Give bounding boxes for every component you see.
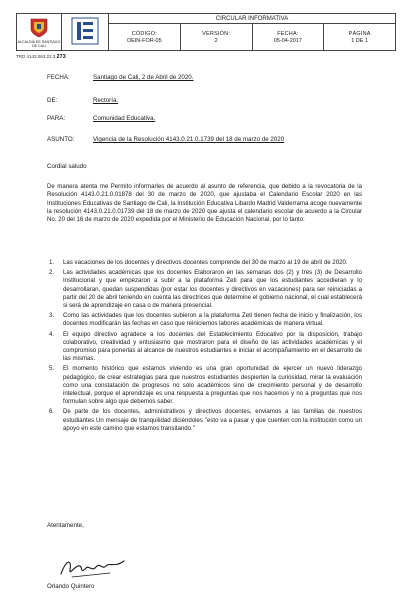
trd-number: 273 (56, 54, 66, 60)
alcaldia-shield-icon (28, 18, 50, 38)
list-item-number: 3. (49, 312, 55, 320)
list-item-text: De parte de los docentes, administrativos y directivos docentes, enviamos a las familias de nuestros estudiantes Un mensaje de tranquilidad diciéndoles "esto va a pasar y que cuenten con la institución como un apoyo en este camino que estamos transitando." (63, 408, 362, 432)
field-label-fecha: FECHA: (47, 74, 70, 81)
version-cell (180, 24, 252, 51)
list-item (47, 408, 362, 433)
intro-paragraph: De manera atenta me Permito informarles de acuerdo al asunto de referencia, que debido a la revocatoria de la Resolución 4143.0.21.0.01878 del 30 de marzo de 2020, que ajustaba el Calendario Escolar 2020 en las Instituciones Educativas de Santiago de Cali, la Institución Educativa Libardo Madrid Valderrama acoge nuevamente la resolución 4143.0.21.0.01739 del 18 de marzo de 2020 que ajusta el calendario escolar de acuerdo a la Circular No. 20 del 16 de marzo de 2020 expedida por el Ministerio de Educación Nacional, por lo tanto: (47, 183, 362, 224)
list-item (47, 331, 362, 364)
list-item-text: Las vacaciones de los docentes y directivos docentes comprende del 30 de marzo al 19 de abril de 2020. (63, 259, 348, 266)
school-logo-cell (62, 14, 109, 51)
alcaldia-logo-cell (17, 14, 62, 51)
closing-text: Atentamente, (47, 522, 84, 529)
list-item (47, 269, 362, 310)
trd-code: TRD 4143.063.22.3 (16, 54, 56, 59)
field-label-de: DE: (47, 97, 58, 104)
field-label-para: PARA: (47, 115, 66, 122)
field-value-fecha: Santiago de Cali, 2 de Abril de 2020. (93, 74, 194, 81)
logo-caption: ALCALDÍA DE SANTIAGO DE CALI (17, 39, 61, 48)
codigo-label: CÓDIGO: (131, 30, 157, 37)
list-item (47, 365, 362, 406)
signer-name: Orlando Quintero (47, 583, 95, 590)
list-item-text: El equipo directivo agradece a los docentes del Establecimiento Educativo por la disposición, trabajo colaborativo, creatividad y entusiasmo que mostraron para el diseño de las actividades académicas y el compromiso para ponerlas al alcance de nuestros estudiantes e iniciar el acompañamiento en el desarrollo de las mismas. (63, 330, 362, 363)
list-item (47, 312, 362, 328)
field-value-para: Comunidad Educativa. (93, 115, 156, 122)
version-label: VERSIÓN: (202, 30, 231, 37)
list-item-number: 2. (49, 269, 55, 277)
field-label-asunto: ASUNTO: (47, 136, 75, 143)
codigo-cell (109, 24, 181, 51)
document-title: CIRCULAR INFORMATIVA (109, 14, 396, 24)
school-logo-icon (70, 16, 100, 46)
list-item-text: El momento histórico que estamos viviendo es una gran oportunidad de ejercer un nuevo liderazgo pedagógico, de crear estrategias para que nuestros estudiantes despierten la curiosidad, mirar la evaluación como una constatación de progresos no sólo académicos sino de crecimiento personal y de desarrollo intelectual, porque el aprendizaje es una respuesta a preguntas que nos hacemos y no a preguntas que nos formulan sobre algo que debemos saber. (63, 365, 362, 406)
pagina-value: 1 DE 1 (351, 37, 369, 44)
fecha-label: FECHA: (277, 30, 299, 37)
list-item-text: Las actividades académicas que los docentes Elaboraron en las semanas dos (2) y tres (3) de Desarrollo Institucional y que empezaron a subir a la plataforma Zeti para que los estudiantes accedieran y lo desarrollaran, quedan suspendidas (por estar los docentes y directivos en vacaciones) para ser reiniciadas a partir del 20 de abril teniendo en cuenta las directrices que determine el gobierno nacional, el cual establecerá si será de aprendizaje en casa o de manera presencial. (63, 269, 362, 310)
numbered-list (47, 259, 362, 435)
field-value-asunto: Vigencia de la Resolución 4143.0.21.0.1739 del 18 de marzo de 2020 (93, 136, 285, 143)
field-value-de: Rectoría. (93, 97, 119, 104)
pagina-label: PÁGINA (348, 30, 371, 37)
list-item-number: 5. (49, 365, 55, 373)
version-value: 2 (214, 37, 218, 44)
list-item-number: 6. (49, 408, 55, 416)
document-header-table (16, 13, 396, 51)
trd-reference (16, 54, 66, 60)
codigo-value: DEIN-FOR-05 (127, 37, 162, 44)
handwritten-signature (58, 552, 128, 582)
fecha-value: 05-04-2017 (273, 37, 302, 44)
fecha-cell (252, 24, 324, 51)
pagina-cell (324, 24, 396, 51)
list-item-number: 4. (49, 330, 55, 338)
list-item-text: Como las actividades que los docentes subieron a la plataforma Zeti tienen fecha de inicio y finalización, los docentes modificarán las fechas en caso que reiniciemos labores académicas de manera virtual. (63, 312, 362, 328)
list-item-number: 1. (49, 259, 55, 266)
salutation: Cordial saludo (47, 163, 87, 170)
list-item (47, 259, 362, 267)
